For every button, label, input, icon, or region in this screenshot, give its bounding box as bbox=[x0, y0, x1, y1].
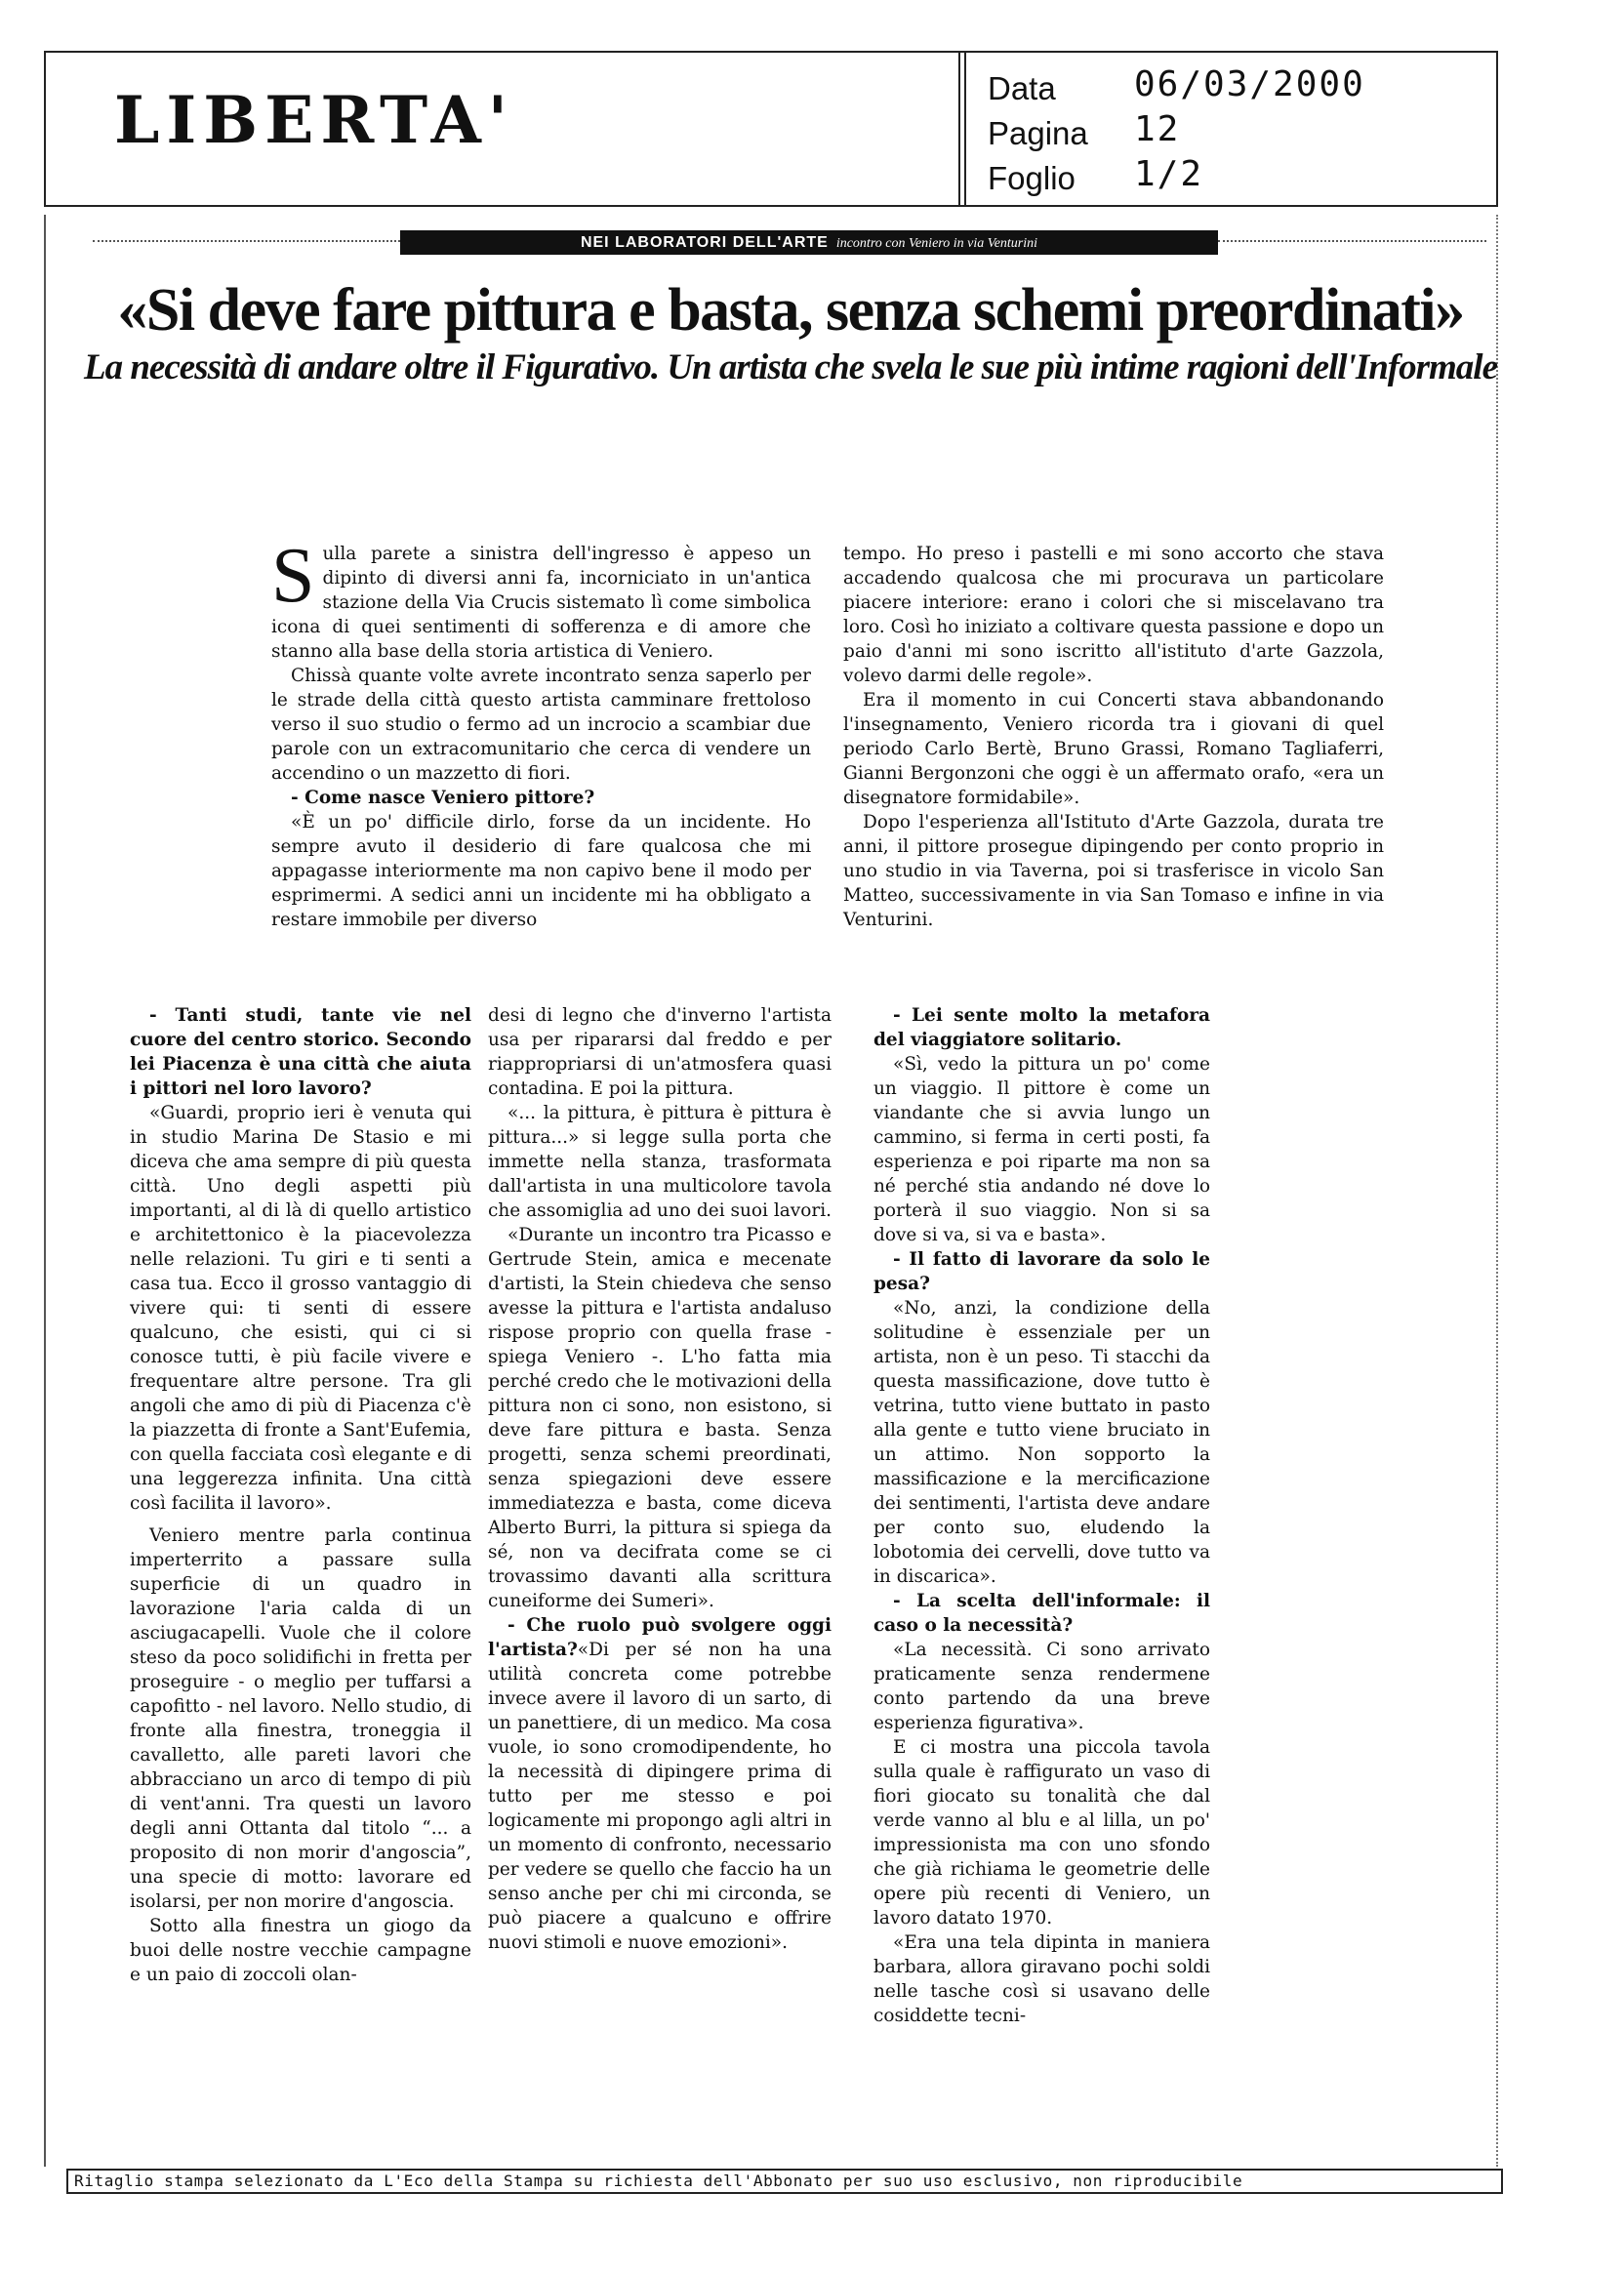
paragraph: «Durante un incontro tra Picasso e Gertrude Stein, amica e mecenate d'artisti, la Stein chiedeva che senso avesse la pittura e l'artista andaluso rispose proprio con quella frase - spiega Veniero -. L'ho fatta mia perché credo che le motivazioni della pittura non ci sono, non esistono, si deve fare pittura e basta. Senza progetti, senza schemi preordinati, senza spiegazioni deve essere immediatezza e basta, come diceva Alberto Burri, la pittura si spiega da sé, non va decifrata come se ci trovassimo davanti alla scrittura cuneiforme dei Sumeri». bbox=[488, 1225, 832, 1611]
interview-question: - Come nasce Veniero pittore? bbox=[291, 788, 595, 808]
paragraph: «È un po' difficile dirlo, forse da un incidente. Ho sempre avuto il desiderio di fare qualcosa che mi appagasse interiormente ma non capivo bene il modo per esprimermi. A sedici anni un incidente mi ha obbligato a restare immobile per diverso bbox=[271, 812, 811, 930]
paragraph: «... la pittura, è pittura è pittura è pittura...» si legge sulla porta che immette nella stanza, trasformata dall'artista in una multicolore tavola che assomiglia ad uno dei suoi lavori. bbox=[488, 1103, 832, 1221]
date-label: Data bbox=[988, 70, 1056, 106]
interview-question: - Il fatto di lavorare da solo le pesa? bbox=[873, 1249, 1210, 1294]
body-column-2 bbox=[488, 1003, 832, 1955]
meta-values bbox=[1134, 62, 1365, 197]
paragraph: Veniero mentre parla continua imperterrito a passare sulla superficie di un quadro in lavorazione l'aria calda di un asciugacapelli. Vuole che il colore steso da poco solidifichi in fretta per proseguire - o meglio per tuffarsi a capofitto - nel lavoro. Nello studio, di fronte alla finestra, troneggia il cavalletto, alle pareti lavori che abbracciano un arco di tempo di più di vent'anni. Tra questi un lavoro degli anni Ottanta dal titolo “... a proposito di non morir d'angoscia”, una specie di motto: lavorare ed isolarsi, per non morire d'angoscia. bbox=[130, 1525, 471, 1912]
paragraph-text: ulla parete a sinistra dell'ingresso è appeso un dipinto di diversi anni fa, incorniciato in un'antica stazione della Via Crucis sistemato lì come simbolica icona di quei sentimenti di sofferenza e di amore che stanno alla base della storia artistica di Veniero. bbox=[271, 544, 811, 662]
paragraph: «No, anzi, la condizione della solitudine è essenziale per un artista, non è un peso. Ti stacchi da questa massificazione, dove tutto è vetrina, tutto viene buttato in pasto alla gente e tutto viene bruciato in un attimo. Non sopporto la massificazione e la mercificazione dei sentimenti, l'artista deve andare per conto suo, eludendo la lobotomia dei cervelli, dove tutto va in discarica». bbox=[873, 1298, 1210, 1587]
page-label: Pagina bbox=[988, 115, 1088, 151]
question-paragraph bbox=[488, 1613, 832, 1955]
paragraph: «Sì, vedo la pittura un po' come un viaggio. Il pittore è come un viandante che si avvia lungo un cammino, si ferma in certi posti, fa esperienza e poi riparte ma non sa né perché stia andando né dove lo porterà il suo viaggio. Non si sa dove si va, si va e basta». bbox=[873, 1054, 1210, 1245]
paragraph: E ci mostra una piccola tavola sulla quale è raffigurato un vaso di fiori giocato su tonalità che dal verde vanno al blu e al lilla, un po' impressionista ma con uno sfondo che già richiama le geometrie delle opere più recenti di Veniero, un lavoro datato 1970. bbox=[873, 1737, 1210, 1929]
intro-column-left bbox=[271, 533, 811, 932]
paragraph: «Guardi, proprio ieri è venuta qui in studio Marina De Stasio e mi diceva che ama sempre di più questa città. Uno degli aspetti più importanti, al di là di quello artistico e architettonico è la piacevolezza nelle relazioni. Tu giri e ti senti a casa tua. Ecco il grosso vantaggio di vivere qui: ti senti di essere qualcuno, che esisti, qui ci si conosce tutti, è più facile vivere e frequentare altre persone. Tra gli angoli che amo di più di Piacenza c'è la piazzetta di fronte a Sant'Eufemia, con quella facciata così elegante e di una leggerezza infinita. Una città così facilita il lavoro». bbox=[130, 1103, 471, 1514]
intro-column-right bbox=[843, 542, 1384, 932]
interview-question: - La scelta dell'informale: il caso o la necessità? bbox=[873, 1591, 1210, 1636]
meta-labels bbox=[988, 66, 1088, 201]
paragraph: «Era una tela dipinta in maniera barbara, allora giravano pochi soldi nelle tasche così si usavano delle cosiddette tecni- bbox=[873, 1932, 1210, 2026]
rubric-section: NEI LABORATORI DELL'ARTE bbox=[580, 234, 829, 251]
headline: «Si deve fare pittura e basta, senza schemi preordinati» bbox=[117, 277, 1464, 344]
rubric-bar bbox=[400, 230, 1218, 255]
page-value: 12 bbox=[1134, 109, 1181, 149]
paragraph: Chissà quante volte avrete incontrato senza saperlo per le strade della città questo artista camminare frettoloso verso il suo studio o fermo ad un incrocio a scambiar due parole con un extracomunitario che cerca di vendere un accendino o un mazzetto di fiori. bbox=[271, 666, 811, 784]
paragraph: «La necessità. Ci sono arrivato praticamente senza rendermene conto partendo da una breve esperienza figurativa». bbox=[873, 1640, 1210, 1733]
document-header bbox=[44, 51, 1498, 207]
date-value: 06/03/2000 bbox=[1134, 64, 1365, 104]
paragraph: Era il momento in cui Concerti stava abbandonando l'insegnamento, Veniero ricorda tra i giovani di quel periodo Carlo Bertè, Bruno Grassi, Romano Tagliaferri, Gianni Bergonzoni che oggi è un affermato orafo, «era un disegnatore formidabile». bbox=[843, 690, 1384, 808]
clipping-footer: Ritaglio stampa selezionato da L'Eco della Stampa su richiesta dell'Abbonato per suo uso esclusivo, non riproducibile bbox=[66, 2169, 1503, 2194]
interview-question: - Tanti studi, tante vie nel cuore del centro storico. Secondo lei Piacenza è una città che aiuta i pittori nel loro lavoro? bbox=[130, 1005, 471, 1099]
rubric-rule-right bbox=[1218, 240, 1486, 244]
subheadline: La necessità di andare oltre il Figurativo. Un artista che svela le sue più intime ragioni dell'Informale bbox=[83, 347, 1498, 387]
paragraph: Sotto alla finestra un giogo da buoi delle nostre vecchie campagne e un paio di zoccoli olan- bbox=[130, 1916, 471, 1985]
paragraph: tempo. Ho preso i pastelli e mi sono accorto che stava accadendo qualcosa che mi procurava un particolare piacere interiore: erano i colori che si miscelavano tra loro. Così ho iniziato a coltivare questa passione e dopo un paio d'anni mi sono iscritto all'istituto d'arte Gazzola, volevo darmi delle regole». bbox=[843, 544, 1384, 686]
header-divider bbox=[958, 53, 966, 205]
body-column-3 bbox=[873, 1003, 1210, 2028]
paragraph-text: «Di per sé non ha una utilità concreta come potrebbe invece avere il lavoro di un sarto, di un panettiere, di un medico. Ma cosa vuole, io sono cromodipendente, ho la necessità di dipingere prima di tutto per me stesso e poi logicamente mi propongo agli altri in un momento di confronto, necessario per vedere se quello che faccio ha un senso anche per chi mi circonda, se può piacere a qualcuno e offrire nuovi stimoli e nuove emozioni». bbox=[488, 1640, 832, 1953]
sheet-label: Foglio bbox=[988, 160, 1076, 196]
paragraph bbox=[271, 533, 811, 664]
sheet-value: 1/2 bbox=[1134, 154, 1204, 194]
drop-cap: S bbox=[271, 533, 315, 619]
paragraph: desi di legno che d'inverno l'artista usa per ripararsi dal freddo e per riappropriarsi di un'atmosfera quasi contadina. E poi la pittura. bbox=[488, 1005, 832, 1099]
body-column-1 bbox=[130, 1003, 471, 1987]
interview-question: - Che ruolo può svolgere oggi l'artista? bbox=[488, 1615, 832, 1660]
interview-question: - Lei sente molto la metafora del viaggiatore solitario. bbox=[873, 1005, 1210, 1050]
rubric-rule-left bbox=[93, 240, 400, 244]
rubric-tagline: incontro con Veniero in via Venturini bbox=[835, 236, 1038, 251]
paragraph: Dopo l'esperienza all'Istituto d'Arte Gazzola, durata tre anni, il pittore prosegue dipingendo per conto proprio in uno studio in via Taverna, poi si trasferisce in vicolo San Matteo, successivamente in via San Tomaso e infine in via Venturini. bbox=[843, 812, 1384, 930]
masthead-area bbox=[46, 53, 958, 205]
masthead: LIBERTA' bbox=[114, 82, 514, 158]
